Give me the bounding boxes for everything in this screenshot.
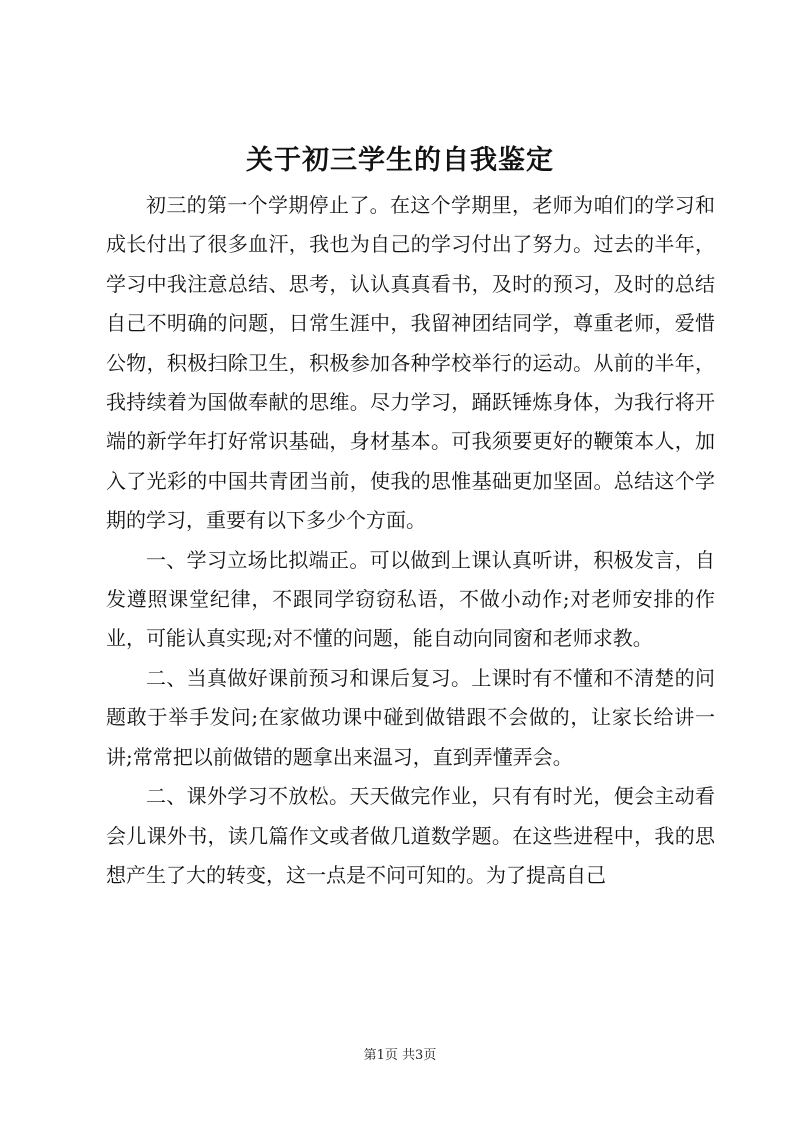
body-paragraph-3: 二、当真做好课前预习和课后复习。上课时有不懂和不清楚的问题敢于举手发问;在家做功课中碰到做错跟不会做的，让家长给讲一讲;常常把以前做错的题拿出来温习，直到弄懂弄会。 — [106, 665, 715, 769]
page-footer: 第1页 共3页 — [363, 1048, 437, 1063]
body-paragraph-4: 二、课外学习不放松。天天做完作业，只有有时光，便会主动看会儿课外书，读几篇作文或者做几道数学题。在这些进程中，我的思想产生了大的转变，这一点是不问可知的。为了提高自己 — [106, 784, 715, 887]
document-title: 关于初三学生的自我鉴定 — [246, 145, 554, 176]
body-paragraph-1: 初三的第一个学期停止了。在这个学期里，老师为咱们的学习和成长付出了很多血汗，我也为自己的学习付出了努力。过去的半年，学习中我注意总结、思考，认认真真看书，及时的预习，及时的总结自己不明确的问题，日常生涯中，我留神团结同学，尊重老师，爱惜公物，积极扫除卫生，积极参加各种学校举行的运动。从前的半年，我持续着为国做奉献的思维。尽力学习，踊跃锤炼身体，为我行将开端的新学年打好常识基础，身材基本。可我须要更好的鞭策本人，加入了光彩的中国共青团当前，使我的思惟基础更加坚固。总结这个学期的学习，重要有以下多少个方面。 — [106, 193, 715, 533]
body-paragraph-2: 一、学习立场比拟端正。可以做到上课认真听讲，积极发言，自发遵照课堂纪律，不跟同学窃窃私语，不做小动作;对老师安排的作业，可能认真实现;对不懂的问题，能自动向同窗和老师求教。 — [106, 547, 715, 651]
document-body — [106, 186, 715, 895]
